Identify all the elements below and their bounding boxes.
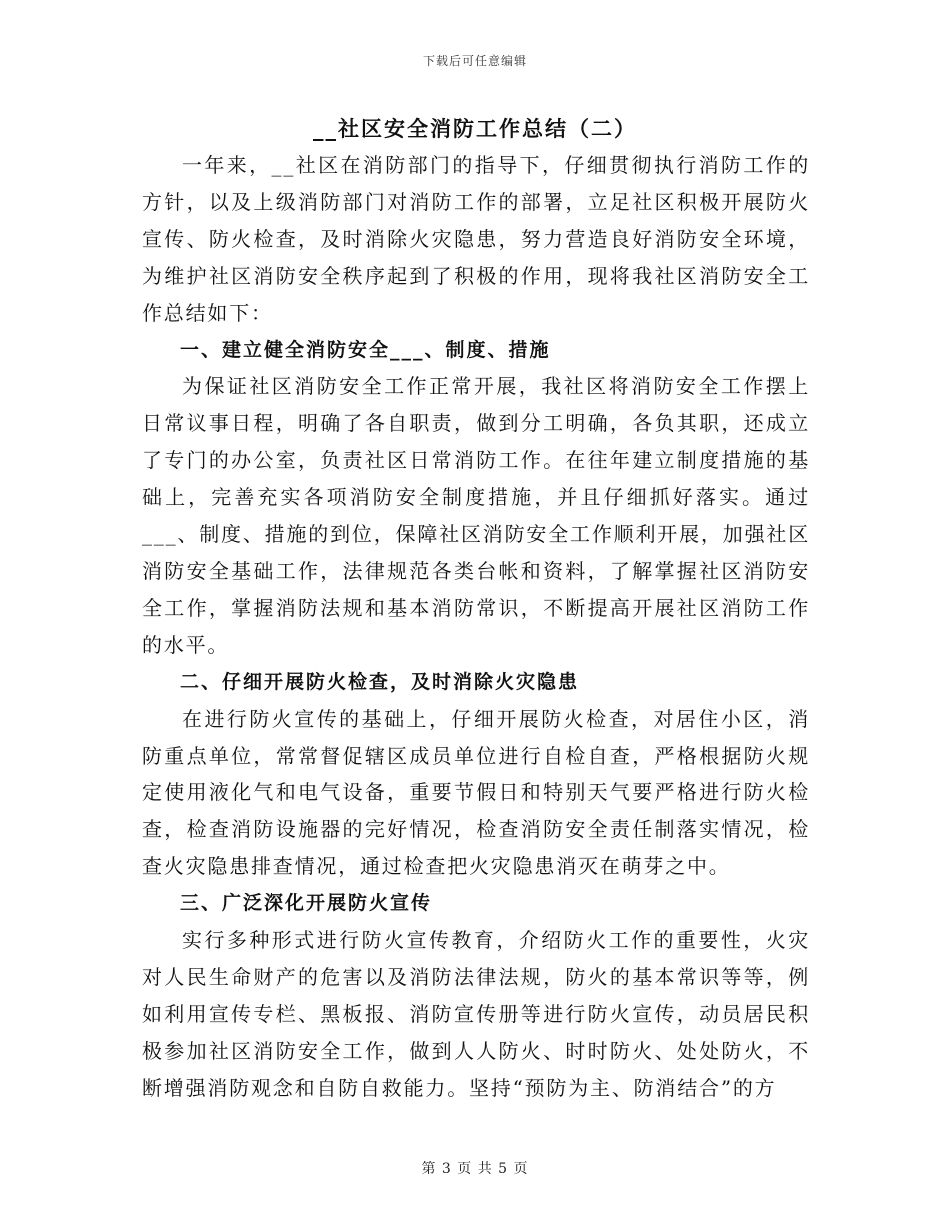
section-2-paragraph: 在进行防火宣传的基础上，仔细开展防火检查，对居住小区，消防重点单位，常常督促辖区成员单位进行自检自查，严格根据防火规定使用液化气和电气设备，重要节假日和特别天气要严格进行防火检查，检查消防设施器的完好情况，检查消防安全责任制落实情况，检查火灾隐患排查情况，通过检查把火灾隐患消灭在萌芽之中。 xyxy=(142,706,810,879)
section-heading-2: 二、仔细开展防火检查，及时消除火灾隐患 xyxy=(180,670,580,693)
header-note: 下载后可任意编辑 xyxy=(422,54,527,68)
document-title: __社区安全消防工作总结（二） xyxy=(313,116,637,141)
section-3-paragraph: 实行多种形式进行防火宣传教育，介绍防火工作的重要性，火灾对人民生命财产的危害以及消防法律法规，防火的基本常识等等，例如利用宣传专栏、黑板报、消防宣传册等进行防火宣传，动员居民积极参加社区消防安全工作，做到人人防火、时时防火、处处防火，不断增强消防观念和自防自救能力。坚持“预防为主、防消结合”的方 xyxy=(142,928,810,1100)
section-heading-3: 三、广泛深化开展防火宣传 xyxy=(180,892,433,915)
page-number-footer: 第 3 页 共 5 页 xyxy=(421,1161,529,1177)
section-1-paragraph: 为保证社区消防安全工作正常开展，我社区将消防安全工作摆上日常议事日程，明确了各自职责，做到分工明确，各负其职，还成立了专门的办公室，负责社区日常消防工作。在往年建立制度措施的基础上，完善充实各项消防安全制度措施，并且仔细抓好落实。通过___、制度、措施的到位，保障社区消防安全工作顺利开展，加强社区消防安全基础工作，法律规范各类台帐和资料，了解掌握社区消防安全工作，掌握消防法规和基本消防常识，不断提高开展社区消防工作的水平。 xyxy=(142,374,810,657)
document-body xyxy=(142,147,810,1107)
intro-paragraph: 一年来，__社区在消防部门的指导下，仔细贯彻执行消防工作的方针，以及上级消防部门对消防工作的部署，立足社区积极开展防火宣传、防火检查，及时消除火灾隐患，努力营造良好消防安全环境，为维护社区消防安全秩序起到了积极的作用，现将我社区消防安全工作总结如下： xyxy=(142,153,810,325)
section-heading-1: 一、建立健全消防安全___、制度、措施 xyxy=(180,338,551,361)
